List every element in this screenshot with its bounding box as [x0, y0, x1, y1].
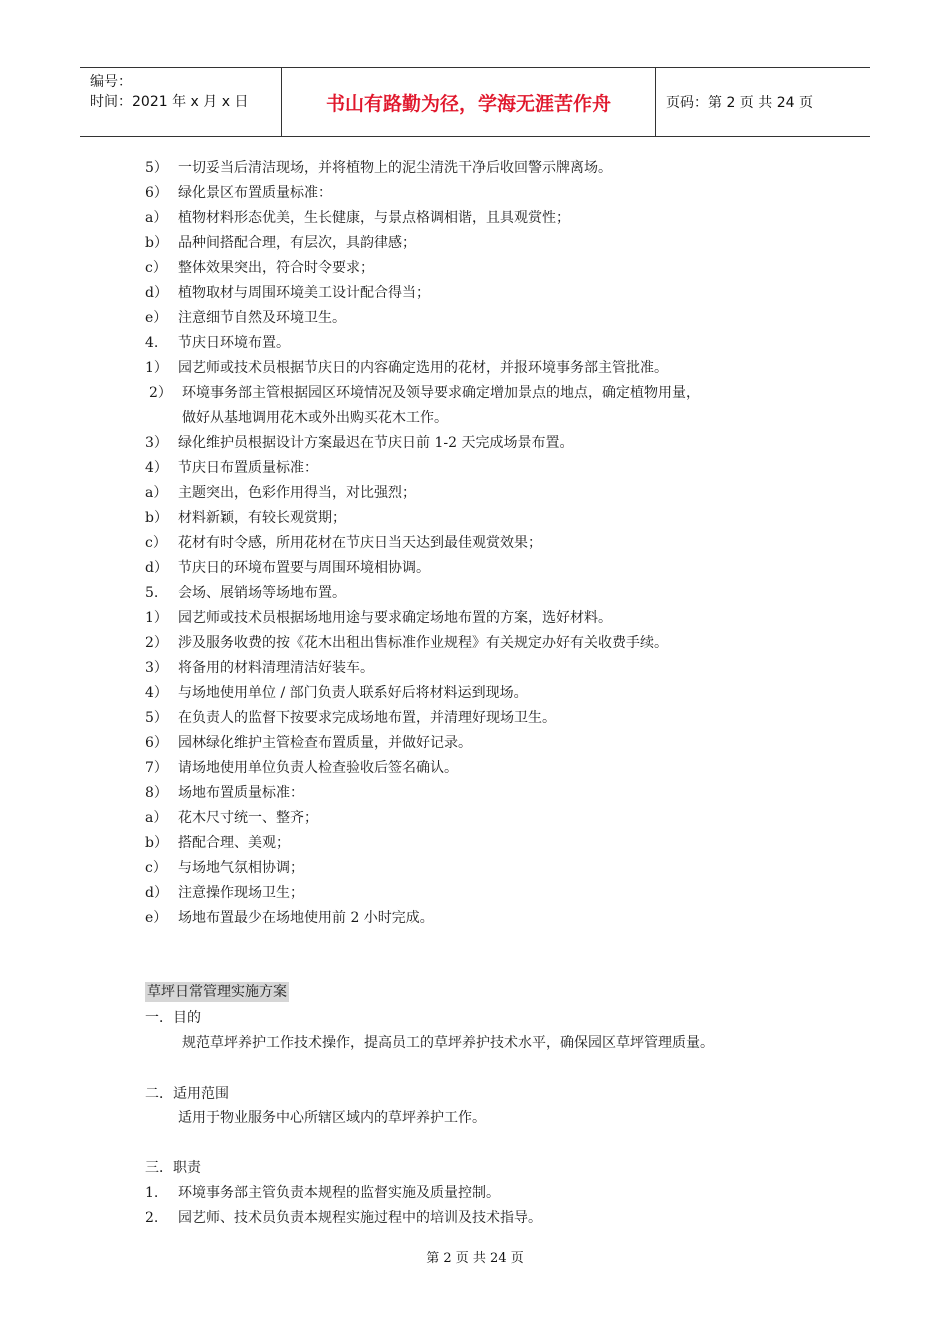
item-text: 与场地气氛相协调；	[178, 860, 304, 876]
item-text: 节庆日布置质量标准：	[178, 460, 318, 476]
item-number: a）	[145, 810, 168, 826]
item-number: 2）	[145, 635, 168, 651]
item-number: 3）	[145, 660, 168, 676]
purpose-text: 规范草坪养护工作技术操作，提高员工的草坪养护技术水平，确保园区草坪管理质量。	[182, 1035, 714, 1051]
item-text: 做好从基地调用花木或外出购买花木工作。	[182, 410, 448, 426]
duty-heading: 三．职责	[145, 1160, 201, 1176]
item-number: 8）	[145, 785, 168, 801]
item-number: 1）	[145, 610, 168, 626]
item-number: 4）	[145, 460, 168, 476]
item-text: 在负责人的监督下按要求完成场地布置，并清理好现场卫生。	[178, 710, 556, 726]
item-text: 材料新颖，有较长观赏期；	[178, 510, 346, 526]
item-number: 5.	[145, 585, 159, 601]
item-text: 会场、展销场等场地布置。	[178, 585, 346, 601]
item-number: 6）	[145, 185, 168, 201]
item-text: 品种间搭配合理，有层次，具韵律感；	[178, 235, 416, 251]
scope-text: 适用于物业服务中心所辖区域内的草坪养护工作。	[178, 1110, 486, 1126]
item-text: 园艺师或技术员根据节庆日的内容确定选用的花材，并报环境事务部主管批准。	[178, 360, 668, 376]
item-number: 5）	[145, 710, 168, 726]
item-number: d）	[145, 560, 168, 576]
item-number: e）	[145, 310, 168, 326]
header-motto: 书山有路勤为径，学海无涯苦作舟	[282, 68, 656, 136]
item-text: 园林绿化维护主管检查布置质量，并做好记录。	[178, 735, 472, 751]
item-text: 场地布置最少在场地使用前 2 小时完成。	[178, 910, 434, 926]
item-text: 绿化景区布置质量标准：	[178, 185, 332, 201]
item-number: b）	[145, 235, 168, 251]
duty-text: 园艺师、技术员负责本规程实施过程中的培训及技术指导。	[178, 1210, 542, 1226]
item-number: a）	[145, 485, 168, 501]
item-text: 将备用的材料清理清洁好装车。	[178, 660, 374, 676]
document-number-label: 编号：	[90, 74, 132, 90]
item-number: 2）	[149, 385, 172, 401]
item-text: 园艺师或技术员根据场地用途与要求确定场地布置的方案，选好材料。	[178, 610, 612, 626]
item-number: 5）	[145, 160, 168, 176]
duty-number: 1.	[145, 1185, 159, 1201]
item-text: 注意细节自然及环境卫生。	[178, 310, 346, 326]
item-text: 主题突出，色彩作用得当，对比强烈；	[178, 485, 416, 501]
item-number: d）	[145, 285, 168, 301]
item-number: a）	[145, 210, 168, 226]
item-text: 植物材料形态优美，生长健康，与景点格调相谐，且具观赏性；	[178, 210, 570, 226]
item-text: 环境事务部主管根据园区环境情况及领导要求确定增加景点的地点，确定植物用量，	[182, 385, 700, 401]
item-text: 与场地使用单位 / 部门负责人联系好后将材料运到现场。	[178, 685, 528, 701]
scope-heading: 二．适用范围	[145, 1086, 229, 1102]
item-text: 节庆日的环境布置要与周围环境相协调。	[178, 560, 430, 576]
item-number: d）	[145, 885, 168, 901]
duty-text: 环境事务部主管负责本规程的监督实施及质量控制。	[178, 1185, 500, 1201]
item-number: 6）	[145, 735, 168, 751]
item-text: 节庆日环境布置。	[178, 335, 290, 351]
item-number: 3）	[145, 435, 168, 451]
item-text: 绿化维护员根据设计方案最迟在节庆日前 1-2 天完成场景布置。	[178, 435, 574, 451]
item-number: b）	[145, 835, 168, 851]
section-title: 草坪日常管理实施方案	[147, 984, 287, 1000]
item-text: 涉及服务收费的按《花木出租出售标准作业规程》有关规定办好有关收费手续。	[178, 635, 668, 651]
item-text: 植物取材与周围环境美工设计配合得当；	[178, 285, 430, 301]
item-text: 花材有时令感，所用花材在节庆日当天达到最佳观赏效果；	[178, 535, 542, 551]
item-text: 搭配合理、美观；	[178, 835, 290, 851]
item-number: 4.	[145, 335, 159, 351]
page-header	[80, 67, 870, 137]
purpose-heading: 一．目的	[145, 1010, 201, 1026]
header-page-info: 页码：第 2 页 共 24 页	[666, 95, 813, 111]
item-number: b）	[145, 510, 168, 526]
item-text: 花木尺寸统一、整齐；	[178, 810, 318, 826]
header-meta	[80, 68, 282, 136]
item-number: c）	[145, 535, 167, 551]
duty-number: 2.	[145, 1210, 159, 1226]
item-text: 场地布置质量标准：	[178, 785, 304, 801]
page-footer: 第 2 页 共 24 页	[426, 1251, 524, 1266]
item-number: c）	[145, 860, 167, 876]
item-number: c）	[145, 260, 167, 276]
item-number: 1）	[145, 360, 168, 376]
item-number: e）	[145, 910, 168, 926]
item-number: 4）	[145, 685, 168, 701]
item-text: 整体效果突出，符合时令要求；	[178, 260, 374, 276]
item-text: 注意操作现场卫生；	[178, 885, 304, 901]
item-text: 一切妥当后清洁现场，并将植物上的泥尘清洗干净后收回警示牌离场。	[178, 160, 612, 176]
item-number: 7）	[145, 760, 168, 776]
item-text: 请场地使用单位负责人检查验收后签名确认。	[178, 760, 458, 776]
document-time-label: 时间：2021 年 x 月 x 日	[90, 94, 249, 110]
